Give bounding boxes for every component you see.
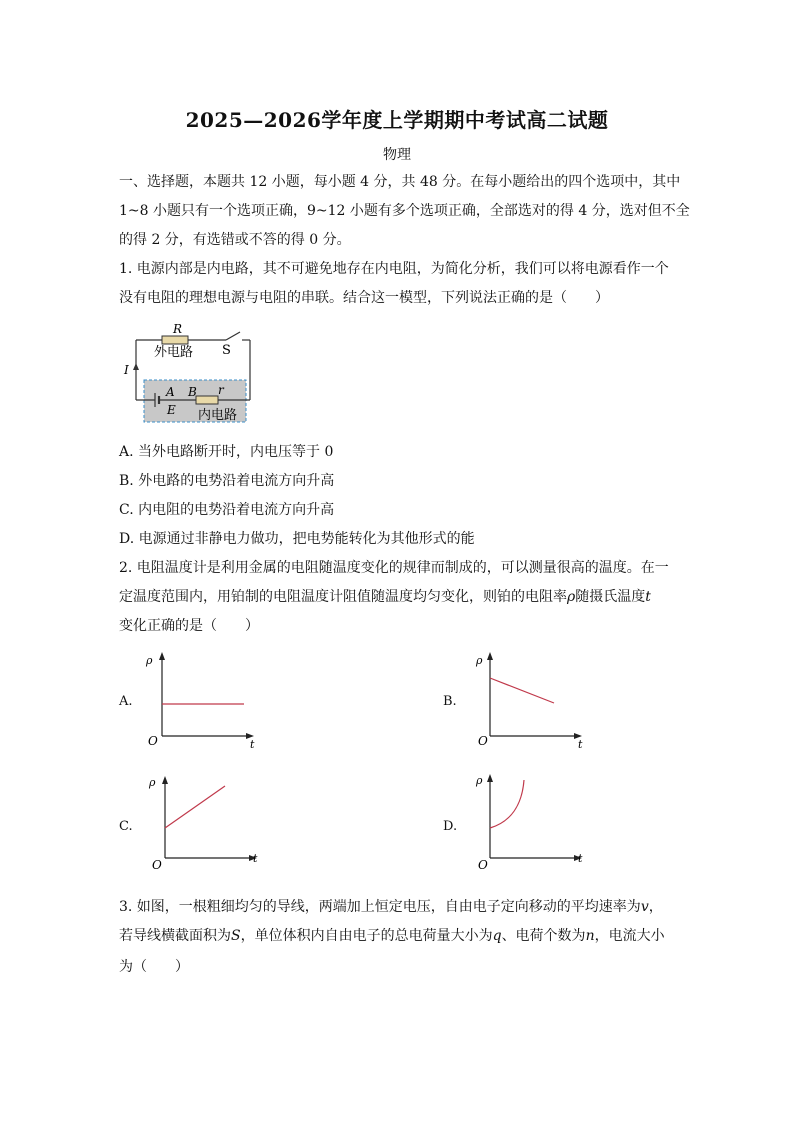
curve-increasing <box>165 786 225 828</box>
curve-rising <box>490 780 524 828</box>
y-axis-arrow-icon <box>162 776 168 784</box>
y-label: ρ <box>476 774 483 787</box>
curve-decreasing <box>490 678 554 703</box>
symbol-v: v <box>640 899 649 915</box>
label-outer-circuit: 外电路 <box>154 345 194 360</box>
q2-text-2b: 随摄氏温度 <box>575 589 646 605</box>
question-3-line-1 <box>119 897 663 917</box>
question-3-line-2 <box>119 926 665 946</box>
internal-resistor <box>196 396 218 404</box>
origin-label: O <box>478 734 488 748</box>
q3-text-2a: 若导线横截面积为 <box>119 928 231 944</box>
question-1-line-2: 没有电阻的理想电源与电阻的串联。结合这一模型，下列说法正确的是（ ） <box>119 290 609 306</box>
y-axis-arrow-icon <box>487 774 493 782</box>
q3-text-2b: ，单位体积内自由电子的总电荷量大小为 <box>240 928 493 944</box>
graph-d <box>468 770 588 874</box>
y-label: ρ <box>476 654 483 667</box>
q3-text-1a: 3. 如图，一根粗细均匀的导线，两端加上恒定电压，自由电子定向移动的平均速率为 <box>119 899 641 915</box>
question-2-line-2 <box>119 587 651 607</box>
y-label: ρ <box>146 654 153 667</box>
y-label: ρ <box>149 776 156 789</box>
graph-c <box>143 772 263 874</box>
q3-text-2c: 、电荷个数为 <box>501 928 586 944</box>
label-switch-S: S <box>222 343 231 358</box>
q2-text-2a: 定温度范围内，用铂制的电阻温度计阻值随温度均匀变化，则铂的电阻率 <box>119 589 567 605</box>
question-1-option-b: B. 外电路的电势沿着电流方向升高 <box>119 473 335 489</box>
question-1-option-c: C. 内电阻的电势沿着电流方向升高 <box>119 502 335 518</box>
question-3-line-3: 为（ ） <box>119 959 189 975</box>
x-label: t <box>250 738 255 748</box>
origin-label: O <box>152 858 162 872</box>
y-axis-arrow-icon <box>487 652 493 660</box>
graph-c-label: C. <box>119 819 133 834</box>
label-B: B <box>188 385 197 399</box>
label-A: A <box>166 385 175 399</box>
graph-b <box>468 648 588 748</box>
label-inner-circuit: 内电路 <box>198 408 238 423</box>
question-1-option-d: D. 电源通过非静电力做功，把电势能转化为其他形式的能 <box>119 531 475 547</box>
graph-d-label: D. <box>443 819 458 834</box>
section-instructions-line-3: 的得 2 分，有选错或不答的得 0 分。 <box>119 232 351 248</box>
current-arrow-icon <box>133 363 139 370</box>
external-resistor <box>162 336 188 344</box>
origin-label: O <box>478 858 488 872</box>
label-r: r <box>218 383 224 397</box>
x-label: t <box>578 738 583 748</box>
symbol-q: q <box>492 928 502 944</box>
question-2-line-3: 变化正确的是（ ） <box>119 618 259 634</box>
label-I: I <box>124 363 129 377</box>
circuit-diagram <box>118 318 258 430</box>
q3-text-1b: ， <box>648 899 663 915</box>
subject-label: 物理 <box>383 147 411 163</box>
symbol-t: t <box>645 589 651 605</box>
switch-blade <box>226 332 240 340</box>
question-1-option-a: A. 当外电路断开时，内电压等于 0 <box>119 444 334 460</box>
question-1-line-1: 1. 电源内部是内电路，其不可避免地存在内电阻，为简化分析，我们可以将电源看作一个 <box>119 261 669 277</box>
symbol-rho: ρ <box>567 589 576 605</box>
section-instructions-line-1: 一、选择题，本题共 12 小题，每小题 4 分，共 48 分。在每小题给出的四个选项中，其中 <box>119 174 681 190</box>
graph-a-label: A. <box>119 694 133 709</box>
y-axis-arrow-icon <box>159 652 165 660</box>
x-label: t <box>253 852 258 865</box>
graph-b-label: B. <box>443 694 457 709</box>
q3-text-2d: ，电流大小 <box>594 928 665 944</box>
label-R: R <box>173 322 183 336</box>
graph-a <box>140 648 260 748</box>
question-2-line-1: 2. 电阻温度计是利用金属的电阻随温度变化的规律而制成的，可以测量很高的温度。在一 <box>119 560 669 576</box>
section-instructions-line-2: 1~8 小题只有一个选项正确，9~12 小题有多个选项正确，全部选对的得 4 分，选对但不全 <box>119 203 690 219</box>
symbol-n: n <box>585 928 595 944</box>
origin-label: O <box>148 734 158 748</box>
x-label: t <box>578 852 583 865</box>
label-E: E <box>167 403 176 417</box>
page-title: 2025—2026学年度上学期期中考试高二试题 <box>185 108 609 132</box>
symbol-S: S <box>231 928 241 944</box>
